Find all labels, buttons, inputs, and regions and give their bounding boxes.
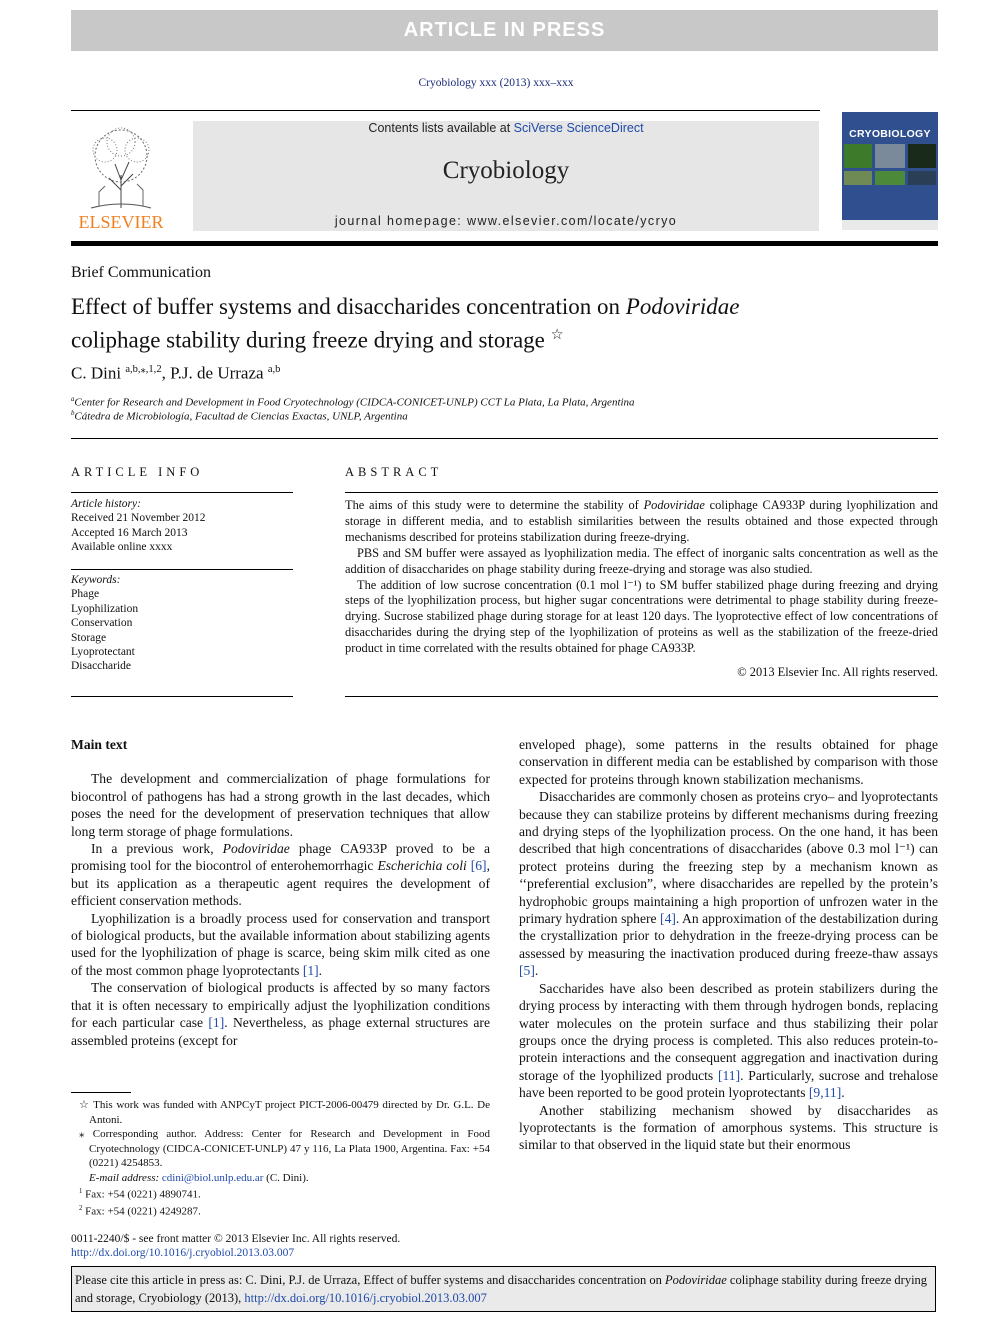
abstract-rule: [345, 492, 938, 493]
header-rule: [71, 110, 820, 111]
keyword-item: Lyoprotectant: [71, 646, 135, 659]
cover-image-4: [844, 171, 872, 185]
affiliation-b-mark: b: [71, 410, 75, 417]
main-paragraph-5: enveloped phage), some patterns in the results obtained for phage conservation in different media can be established by comparison with those expected for proteins through known stabilization mechanisms.: [519, 737, 938, 787]
cover-image-2: [875, 144, 905, 168]
main-p2-d: , but its application as a therapeutic agent requires the development of efficient conservation methods.: [71, 858, 490, 909]
main-p2-italic-2: Escherichia coli: [377, 858, 467, 874]
reference-link[interactable]: [1]: [302, 962, 319, 978]
main-paragraph-8: Another stabilizing mechanism showed by disaccharides as lyoprotectants is the formation of amorphous systems. This structure is similar to that observed in the liquid state but their enormous: [519, 1102, 938, 1153]
title-star-footnote[interactable]: ☆: [550, 327, 564, 343]
main-paragraph-3: [71, 910, 490, 980]
cover-image-3: [908, 144, 936, 168]
footnote-email: [71, 1171, 490, 1186]
main-paragraph-2: [71, 840, 490, 910]
journal-citation[interactable]: Cryobiology xxx (2013) xxx–xxx: [418, 77, 574, 89]
main-p6-c: .: [534, 963, 539, 979]
journal-homepage[interactable]: journal homepage: www.elsevier.com/locate/ycryo: [334, 214, 678, 228]
author-list: [71, 363, 280, 384]
main-p3-a: Lyophilization is a broadly process used for conservation and transport of biological products, but the available information about stabilizing agents used for the lyophilization of phage is scarce, being skim milk cited as one of the most common phage lyoprotectants: [71, 910, 490, 978]
abstract-copyright: © 2013 Elsevier Inc. All rights reserved.: [737, 665, 938, 680]
main-p6-b: . An approximation of the destabilization during the crystallization prior to dehydration in the freeze-drying process can be assessed by measuring the inactivation produced during freeze-thaw assays: [519, 911, 938, 961]
main-paragraph-7: [519, 980, 938, 1102]
main-p4-b: . Nevertheless, as phage external structures are assembled proteins (except for: [71, 1015, 490, 1048]
keywords: [71, 573, 293, 674]
cover-title: CRYOBIOLOGY: [849, 128, 931, 140]
affiliation-b: [71, 410, 408, 423]
journal-name: Cryobiology: [442, 157, 570, 184]
journal-cover: [842, 112, 938, 230]
keyword-item: Disaccharide: [71, 660, 132, 673]
author-separator: ,: [161, 363, 171, 383]
affiliation-a: [71, 396, 635, 409]
title-part1: Effect of buffer systems and disaccharides concentration on: [71, 294, 626, 319]
cite-this-article-box: [71, 1266, 936, 1312]
reference-link[interactable]: [1]: [208, 1015, 225, 1031]
author-dini[interactable]: C. Dini: [71, 363, 122, 383]
reference-link[interactable]: [4]: [660, 911, 676, 927]
elsevier-wordmark: ELSEVIER: [78, 212, 164, 232]
author-dini-affil[interactable]: a,b,⁎,1,2: [125, 364, 162, 375]
abstract-p1-b: coliphage CA933P during lyophilization and storage in different media, and to establish similarities between the results obtained and those expected through mechanisms described for proteins stabilization during freeze-drying.: [345, 498, 939, 544]
footnote-2-mark: 2: [79, 1205, 83, 1213]
main-right-column: [519, 736, 938, 1154]
received-date: Received 21 November 2012: [71, 512, 206, 525]
cover-image-5: [875, 171, 905, 185]
abstract-bottom-rule: [345, 696, 938, 697]
email-link[interactable]: cdini@biol.unlp.edu.ar: [161, 1171, 264, 1184]
main-paragraph-1: The development and commercialization of phage formulations for biocontrol of pathogens has had a strong growth in the last decades, which poses the need for the development of preservation techniques that allow long term storage of phage formulations.: [71, 771, 490, 839]
title-part2: coliphage stability during freeze drying and storage: [71, 327, 545, 353]
history-rule: [71, 569, 293, 570]
section-type: Brief Communication: [71, 264, 211, 281]
affiliation-a-text: Center for Research and Development in Food Cryotechnology (CIDCA-CONICET-UNLP) CCT La Plata, La Plata, Argentina: [74, 396, 635, 409]
footnote-2: [71, 1202, 490, 1219]
keyword-item: Storage: [71, 631, 107, 644]
title-italic: Podoviridae: [625, 294, 740, 319]
footnote-rule: [71, 1092, 131, 1093]
contents-prefix: Contents lists available at: [368, 121, 514, 135]
footnote-star-mark: ☆: [79, 1099, 90, 1111]
footnote-corr-mark: ⁎: [79, 1128, 85, 1140]
front-matter-info: [71, 1232, 400, 1260]
footnote-corr-text: Corresponding author. Address: Center for Research and Development in Food Cryotechnology (CIDCA-CONICET-UNLP) 47 y 116, La Plata 1900, Argentina. Fax: +54 (0221) 4254853.: [89, 1128, 490, 1169]
online-date: Available online xxxx: [71, 541, 173, 554]
contents-line: [193, 121, 819, 135]
keywords-label: Keywords:: [71, 574, 121, 586]
keyword-item: Conservation: [71, 617, 133, 630]
reference-link[interactable]: [5]: [519, 963, 535, 979]
main-p7-b: . Particularly, sucrose and trehalose have been reported to be good protein lyoprotectants: [519, 1067, 938, 1101]
keywords-rule: [71, 696, 293, 697]
main-p6-a: Disaccharides are commonly chosen as proteins cryo– and lyoprotectants because they can stabilize proteins by different mechanisms during freezing and drying steps of the lyophilization process. On the one hand, it has been described that high concentrations of disaccharides (above 0.3 mol l⁻¹) can protect proteins during the freezing step by a mechanism known as ‘‘preferential exclusion”, where disaccharides are repelled by the protein’s hydrophobic groups maintaining a high proportion of unfrozen water in the primary hydration sphere: [519, 789, 938, 927]
footnote-star-text: This work was funded with ANPCyT project PICT-2006-00479 directed by Dr. G.L. De Antoni.: [89, 1099, 490, 1126]
accepted-date: Accepted 16 March 2013: [71, 526, 188, 539]
abstract-heading: ABSTRACT: [345, 465, 443, 479]
footnote-corresponding: [71, 1127, 490, 1171]
header-thick-rule: [71, 241, 938, 246]
footnote-2-text: Fax: +54 (0221) 4249287.: [85, 1205, 201, 1218]
cite-italic: Podoviridae: [664, 1273, 727, 1287]
main-p3-b: .: [318, 962, 323, 978]
abstract-body: [345, 498, 938, 681]
main-p2-b: phage CA933P proved to be a promising tool for the biocontrol of enterohemorrhagic: [71, 841, 490, 874]
affiliation-b-text: Cátedra de Microbiología, Facultad de Ciencias Exactas, UNLP, Argentina: [74, 410, 408, 423]
email-suffix: (C. Dini).: [263, 1171, 309, 1184]
affiliation-a-mark: a: [71, 396, 75, 403]
main-p2-italic-1: Podoviridae: [222, 841, 290, 857]
main-p7-a: Saccharides have also been described as protein stabilizers during the drying process by interacting with them through hydrogen bonds, replacing water molecules on the protein surface and thus stabilizing their polar groups once the drying process is completed. This also reduces protein-to-protein interactions and the consequent aggregation and inactivation during storage of the lyophilized products: [519, 980, 938, 1083]
doi-link[interactable]: http://dx.doi.org/10.1016/j.cryobiol.2013.03.007: [71, 1247, 295, 1259]
reference-link[interactable]: [6]: [470, 858, 487, 874]
reference-link[interactable]: [11]: [717, 1067, 741, 1083]
article-title: [71, 292, 931, 355]
elsevier-logo: [71, 120, 171, 232]
email-label: E-mail address:: [89, 1171, 160, 1184]
abstract-paragraph-2: PBS and SM buffer were assayed as lyophilization media. The effect of inorganic salts concentration as well as the addition of disaccharides on phage stability during freeze-drying and storage was also studied.: [345, 545, 938, 576]
footnotes: [71, 1098, 490, 1219]
cover-footer: [842, 220, 938, 230]
issn-line: 0011-2240/$ - see front matter © 2013 Elsevier Inc. All rights reserved.: [71, 1233, 401, 1245]
article-in-press-banner: ARTICLE IN PRESS: [71, 10, 938, 51]
main-p4-a: The conservation of biological products is affected by so many factors that it is often necessary to empirically adjust the lyophilization conditions for each particular case: [71, 980, 490, 1031]
article-info-heading: ARTICLE INFO: [71, 465, 204, 479]
abstract-p1-italic: Podoviridae: [643, 498, 705, 512]
main-text-heading: Main text: [71, 737, 128, 752]
author-urraza[interactable]: P.J. de Urraza: [170, 363, 264, 383]
main-p7-c: .: [841, 1085, 845, 1101]
main-paragraph-6: [519, 788, 938, 979]
main-p2-a: In a previous work,: [91, 841, 223, 857]
main-paragraph-4: [71, 979, 490, 1049]
reference-link[interactable]: [9,11]: [808, 1085, 842, 1101]
footnote-funding: [71, 1098, 490, 1127]
keyword-item: Lyophilization: [71, 602, 139, 615]
footnote-1-mark: 1: [79, 1188, 83, 1195]
cite-part1: Please cite this article in press as: C. Dini, P.J. de Urraza, Effect of buffer systems and disaccharides concentration on: [75, 1273, 665, 1287]
cover-image-1: [844, 144, 872, 168]
article-info-rule: [71, 492, 293, 493]
abstract-paragraph-1: [345, 498, 938, 546]
author-urraza-affil[interactable]: a,b: [267, 364, 281, 375]
main-left-column: [71, 736, 490, 1049]
cover-image-6: [908, 171, 936, 185]
abstract-p1-a: The aims of this study were to determine the stability of: [345, 498, 644, 512]
keyword-item: Phage: [71, 588, 100, 601]
elsevier-tree-icon: [71, 120, 171, 232]
cite-part2: coliphage stability during freeze drying and storage, Cryobiology (2013),: [75, 1273, 928, 1305]
abstract-paragraph-3: The addition of low sucrose concentration (0.1 mol l⁻¹) to SM buffer stabilized phage during freezing and drying steps of the lyophilization process, but higher sugar concentrations were detrimental to phage stability during freeze-drying. Sucrose stabilized phage during storage for at least 120 days. The lyoprotective effect of low concentrations of disaccharides during the drying step of the lyophilization of proteins as well as the stabilization of the freeze-dried product in time correlated with the results obtained for phage CA933P.: [345, 577, 938, 656]
article-history: [71, 497, 293, 555]
affiliation-rule: [71, 438, 938, 439]
sciencedirect-link[interactable]: SciVerse ScienceDirect: [513, 121, 644, 135]
history-label: Article history:: [71, 498, 141, 510]
cite-doi-link[interactable]: http://dx.doi.org/10.1016/j.cryobiol.2013.03.007: [244, 1291, 487, 1305]
footnote-1: [71, 1185, 490, 1202]
footnote-1-text: Fax: +54 (0221) 4890741.: [85, 1188, 201, 1201]
